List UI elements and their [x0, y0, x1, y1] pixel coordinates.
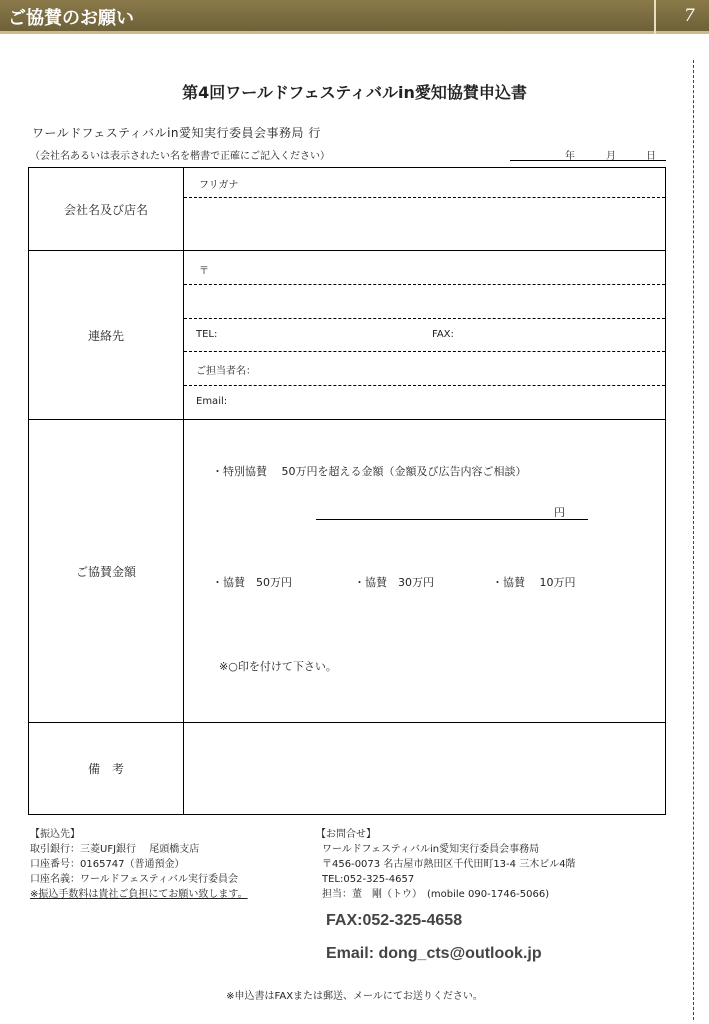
yen-unit: 円	[554, 506, 565, 519]
special-amount-field[interactable]	[316, 504, 588, 520]
address-field[interactable]	[184, 318, 665, 319]
sponsor-50-option[interactable]: ・協賛 50万円	[212, 576, 292, 589]
tel-label: TEL:	[196, 329, 218, 340]
contact-row	[29, 251, 665, 420]
fax-label: FAX:	[432, 329, 454, 340]
contact-label: 連絡先	[29, 251, 184, 419]
inquiry-heading: 【お問合せ】	[316, 829, 376, 840]
postal-code-field[interactable]	[184, 284, 665, 285]
cut-line	[693, 60, 694, 1020]
sponsor-10-option[interactable]: ・協賛 10万円	[492, 576, 576, 589]
addressee: ワールドフェスティバルin愛知実行委員会事務局 行	[32, 126, 321, 140]
email-address[interactable]: Email: dong_cts@outlook.jp	[326, 945, 542, 962]
transfer-heading: 【振込先】	[30, 829, 80, 840]
postal-mark: 〒	[199, 266, 209, 277]
amount-row	[29, 420, 665, 723]
email-label: Email:	[196, 396, 228, 407]
sponsor-30-option[interactable]: ・協賛 30万円	[354, 576, 434, 589]
inquiry-address: 〒456-0073 名古屋市熱田区千代田町13-4 三木ビル4階	[322, 859, 576, 870]
inquiry-office: ワールドフェスティバルin愛知実行委員会事務局	[322, 844, 540, 855]
header-title: ご協賛のお願い	[8, 8, 134, 29]
person-field[interactable]	[184, 385, 665, 386]
company-name-field[interactable]	[185, 199, 665, 250]
remarks-label: 備 考	[29, 723, 184, 814]
transfer-account-name: 口座名義：ワールドフェスティバル実行委員会	[30, 874, 238, 885]
date-field[interactable]	[510, 147, 666, 161]
transfer-bank: 取引銀行：三菱UFJ銀行 尾頭橋支店	[30, 844, 200, 855]
circle-note: ※○印を付けて下さい。	[219, 660, 337, 673]
email-field[interactable]	[259, 387, 665, 419]
person-label: ご担当者名：	[196, 366, 256, 377]
special-sponsor-option[interactable]: ・特別協賛 50万円を超える金額（金額及び広告内容ご相談）	[212, 465, 527, 478]
tel-fax-field[interactable]	[184, 351, 665, 352]
instruction-note: （会社名あるいは表示されたい名を楷書で正確にご記入ください）	[30, 151, 330, 162]
company-label: 会社名及び店名	[29, 168, 184, 250]
application-form-table	[28, 167, 666, 815]
transfer-info	[30, 827, 248, 902]
inquiry-person: 担当：董 剛（トウ） (mobile 090-1746-5066)	[322, 889, 550, 900]
amount-label: ご協賛金額	[29, 420, 184, 722]
header-divider	[654, 0, 656, 34]
date-day: 日	[646, 151, 656, 162]
transfer-fee-note: ※振込手数料は貴社ご負担にてお願い致します。	[30, 889, 248, 900]
document-title: 第4回ワールドフェスティバルin愛知協賛申込書	[182, 83, 527, 102]
date-month: 月	[606, 151, 616, 162]
furigana-label: フリガナ	[199, 180, 239, 191]
remarks-field[interactable]	[185, 723, 665, 814]
page-number: 7	[684, 6, 695, 26]
footer-note: ※申込書はFAXまたは郵送、メールにてお送りください。	[226, 991, 483, 1002]
transfer-account-number: 口座番号：0165747（普通預金）	[30, 859, 185, 870]
inquiry-tel: TEL:052-325-4657	[322, 874, 415, 885]
header-bar	[0, 0, 709, 34]
company-row	[29, 168, 665, 251]
remarks-row	[29, 723, 665, 814]
fax-number: FAX:052-325-4658	[326, 912, 463, 929]
date-year: 年	[565, 151, 575, 162]
furigana-field[interactable]	[184, 197, 665, 198]
inquiry-info	[316, 827, 576, 902]
